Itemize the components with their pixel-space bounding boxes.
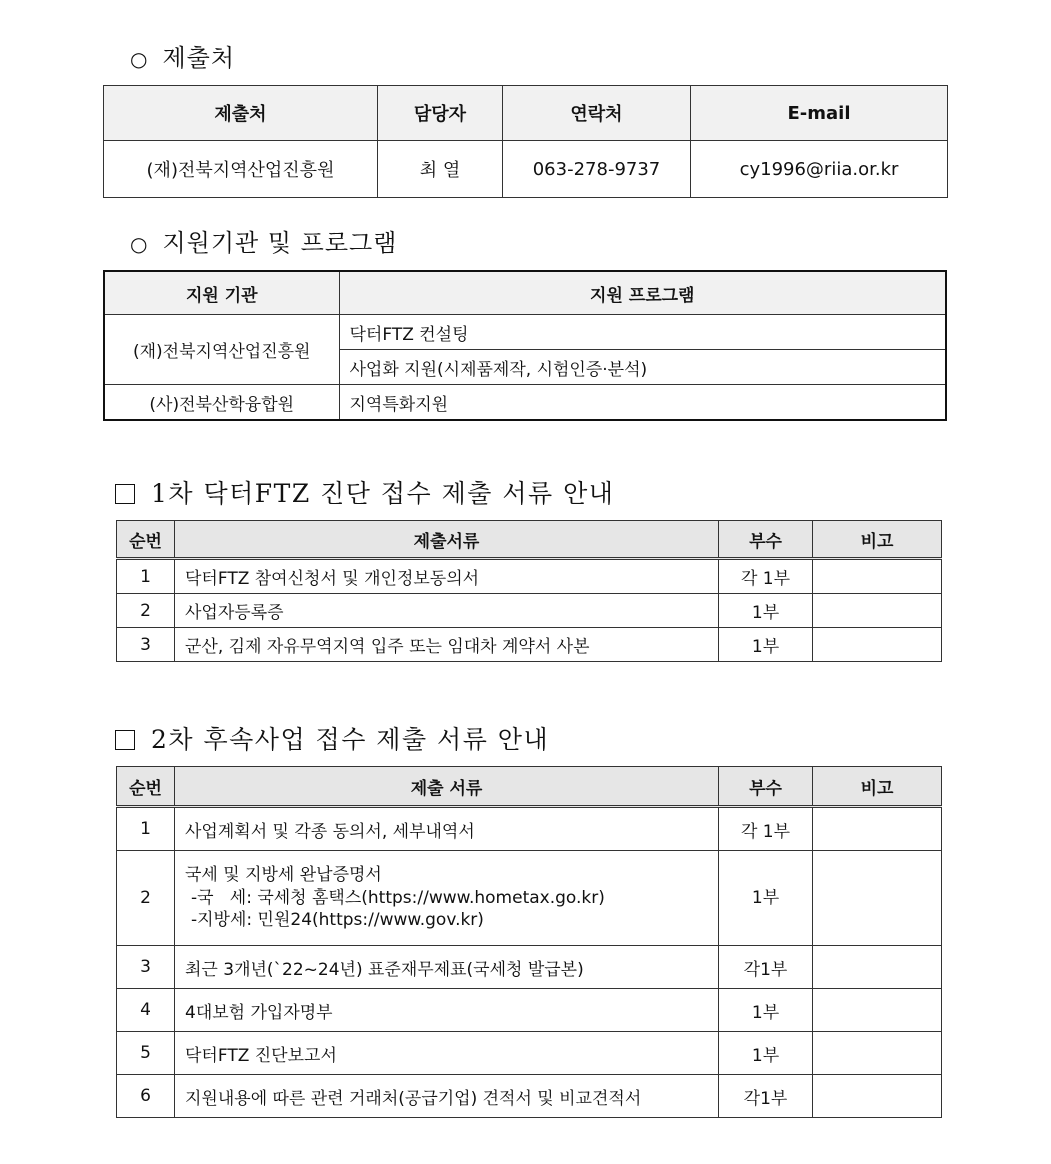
submit-heading-text: 제출처 bbox=[162, 44, 236, 72]
header-docs: 제출서류 bbox=[175, 521, 719, 559]
row-copies: 각1부 bbox=[719, 1075, 813, 1118]
header-note: 비고 bbox=[813, 521, 942, 559]
row-copies: 1부 bbox=[719, 851, 813, 946]
header-submit-to: 제출처 bbox=[104, 86, 378, 141]
row-copies: 1부 bbox=[719, 989, 813, 1032]
row-note bbox=[813, 1032, 942, 1075]
row-doc: 최근 3개년(`22~24년) 표준재무제표(국세청 발급본) bbox=[175, 946, 719, 989]
checkbox-square-icon bbox=[115, 484, 135, 504]
header-manager: 담당자 bbox=[378, 86, 503, 141]
org2-program: 지역특화지원 bbox=[339, 385, 946, 421]
row-no: 1 bbox=[117, 559, 175, 594]
org2-name: (사)전북산학융합원 bbox=[104, 385, 339, 421]
row-note bbox=[813, 559, 942, 594]
row-doc: 사업자등록증 bbox=[175, 594, 719, 628]
row-note bbox=[813, 594, 942, 628]
table-row bbox=[117, 559, 942, 594]
header-copies: 부수 bbox=[719, 521, 813, 559]
header-copies: 부수 bbox=[719, 767, 813, 807]
submit-manager: 최 열 bbox=[378, 141, 503, 198]
row-no: 1 bbox=[117, 807, 175, 851]
table-row bbox=[117, 989, 942, 1032]
org1-program-2: 사업화 지원(시제품제작, 시험인증·분석) bbox=[339, 350, 946, 385]
org-table bbox=[103, 270, 947, 421]
submit-email: cy1996@riia.or.kr bbox=[691, 141, 948, 198]
second-heading-text: 2차 후속사업 접수 제출 서류 안내 bbox=[151, 725, 550, 754]
row-doc-national-tax: -국 세: 국세청 홈택스(https://www.hometax.go.kr) bbox=[191, 887, 605, 908]
header-org: 지원 기관 bbox=[104, 271, 339, 315]
org1-program-1: 닥터FTZ 컨설팅 bbox=[339, 315, 946, 350]
row-doc: 사업계획서 및 각종 동의서, 세부내역서 bbox=[175, 807, 719, 851]
row-doc: 지원내용에 따른 관련 거래처(공급기업) 견적서 및 비교견적서 bbox=[175, 1075, 719, 1118]
row-note bbox=[813, 628, 942, 662]
header-docs: 제출 서류 bbox=[175, 767, 719, 807]
row-doc-local-tax: -지방세: 민원24(https://www.gov.kr) bbox=[191, 910, 484, 931]
row-no: 6 bbox=[117, 1075, 175, 1118]
first-heading bbox=[115, 474, 614, 510]
table-row bbox=[117, 807, 942, 851]
row-note bbox=[813, 851, 942, 946]
second-heading bbox=[115, 720, 549, 756]
second-header-row bbox=[117, 767, 942, 807]
org-row bbox=[104, 315, 946, 350]
first-docs-table bbox=[116, 520, 942, 662]
first-heading-text: 1차 닥터FTZ 진단 접수 제출 서류 안내 bbox=[151, 479, 615, 508]
org-header-row bbox=[104, 271, 946, 315]
row-no: 3 bbox=[117, 628, 175, 662]
submit-row bbox=[104, 141, 948, 198]
row-note bbox=[813, 946, 942, 989]
row-no: 5 bbox=[117, 1032, 175, 1075]
header-email: E-mail bbox=[691, 86, 948, 141]
submit-phone: 063-278-9737 bbox=[503, 141, 691, 198]
row-copies: 1부 bbox=[719, 1032, 813, 1075]
row-copies: 각 1부 bbox=[719, 559, 813, 594]
row-doc: 4대보험 가입자명부 bbox=[175, 989, 719, 1032]
submit-org: (재)전북지역산업진흥원 bbox=[104, 141, 378, 198]
org-heading-text: 지원기관 및 프로그램 bbox=[162, 229, 398, 257]
header-no: 순번 bbox=[117, 521, 175, 559]
row-no: 3 bbox=[117, 946, 175, 989]
row-doc bbox=[175, 851, 719, 946]
row-note bbox=[813, 807, 942, 851]
header-no: 순번 bbox=[117, 767, 175, 807]
row-no: 4 bbox=[117, 989, 175, 1032]
submit-table bbox=[103, 85, 948, 198]
row-copies: 각 1부 bbox=[719, 807, 813, 851]
row-note bbox=[813, 1075, 942, 1118]
second-docs-table bbox=[116, 766, 942, 1118]
row-doc: 닥터FTZ 참여신청서 및 개인정보동의서 bbox=[175, 559, 719, 594]
submit-heading bbox=[130, 38, 235, 73]
header-contact: 연락처 bbox=[503, 86, 691, 141]
row-no: 2 bbox=[117, 851, 175, 946]
row-copies: 각1부 bbox=[719, 946, 813, 989]
circle-bullet-icon: ○ bbox=[130, 232, 149, 256]
row-copies: 1부 bbox=[719, 594, 813, 628]
org-row bbox=[104, 385, 946, 421]
row-doc: 군산, 김제 자유무역지역 입주 또는 임대차 계약서 사본 bbox=[175, 628, 719, 662]
org1-name: (재)전북지역산업진흥원 bbox=[104, 315, 339, 385]
row-copies: 1부 bbox=[719, 628, 813, 662]
table-row bbox=[117, 594, 942, 628]
org-heading bbox=[130, 223, 397, 258]
header-note: 비고 bbox=[813, 767, 942, 807]
table-row bbox=[117, 1032, 942, 1075]
row-doc: 닥터FTZ 진단보고서 bbox=[175, 1032, 719, 1075]
first-header-row bbox=[117, 521, 942, 559]
header-program: 지원 프로그램 bbox=[339, 271, 946, 315]
table-row bbox=[117, 851, 942, 946]
checkbox-square-icon bbox=[115, 730, 135, 750]
table-row bbox=[117, 946, 942, 989]
table-row bbox=[117, 1075, 942, 1118]
submit-header-row bbox=[104, 86, 948, 141]
circle-bullet-icon: ○ bbox=[130, 47, 149, 71]
row-no: 2 bbox=[117, 594, 175, 628]
row-note bbox=[813, 989, 942, 1032]
row-doc-title: 국세 및 지방세 완납증명서 bbox=[185, 864, 382, 885]
table-row bbox=[117, 628, 942, 662]
